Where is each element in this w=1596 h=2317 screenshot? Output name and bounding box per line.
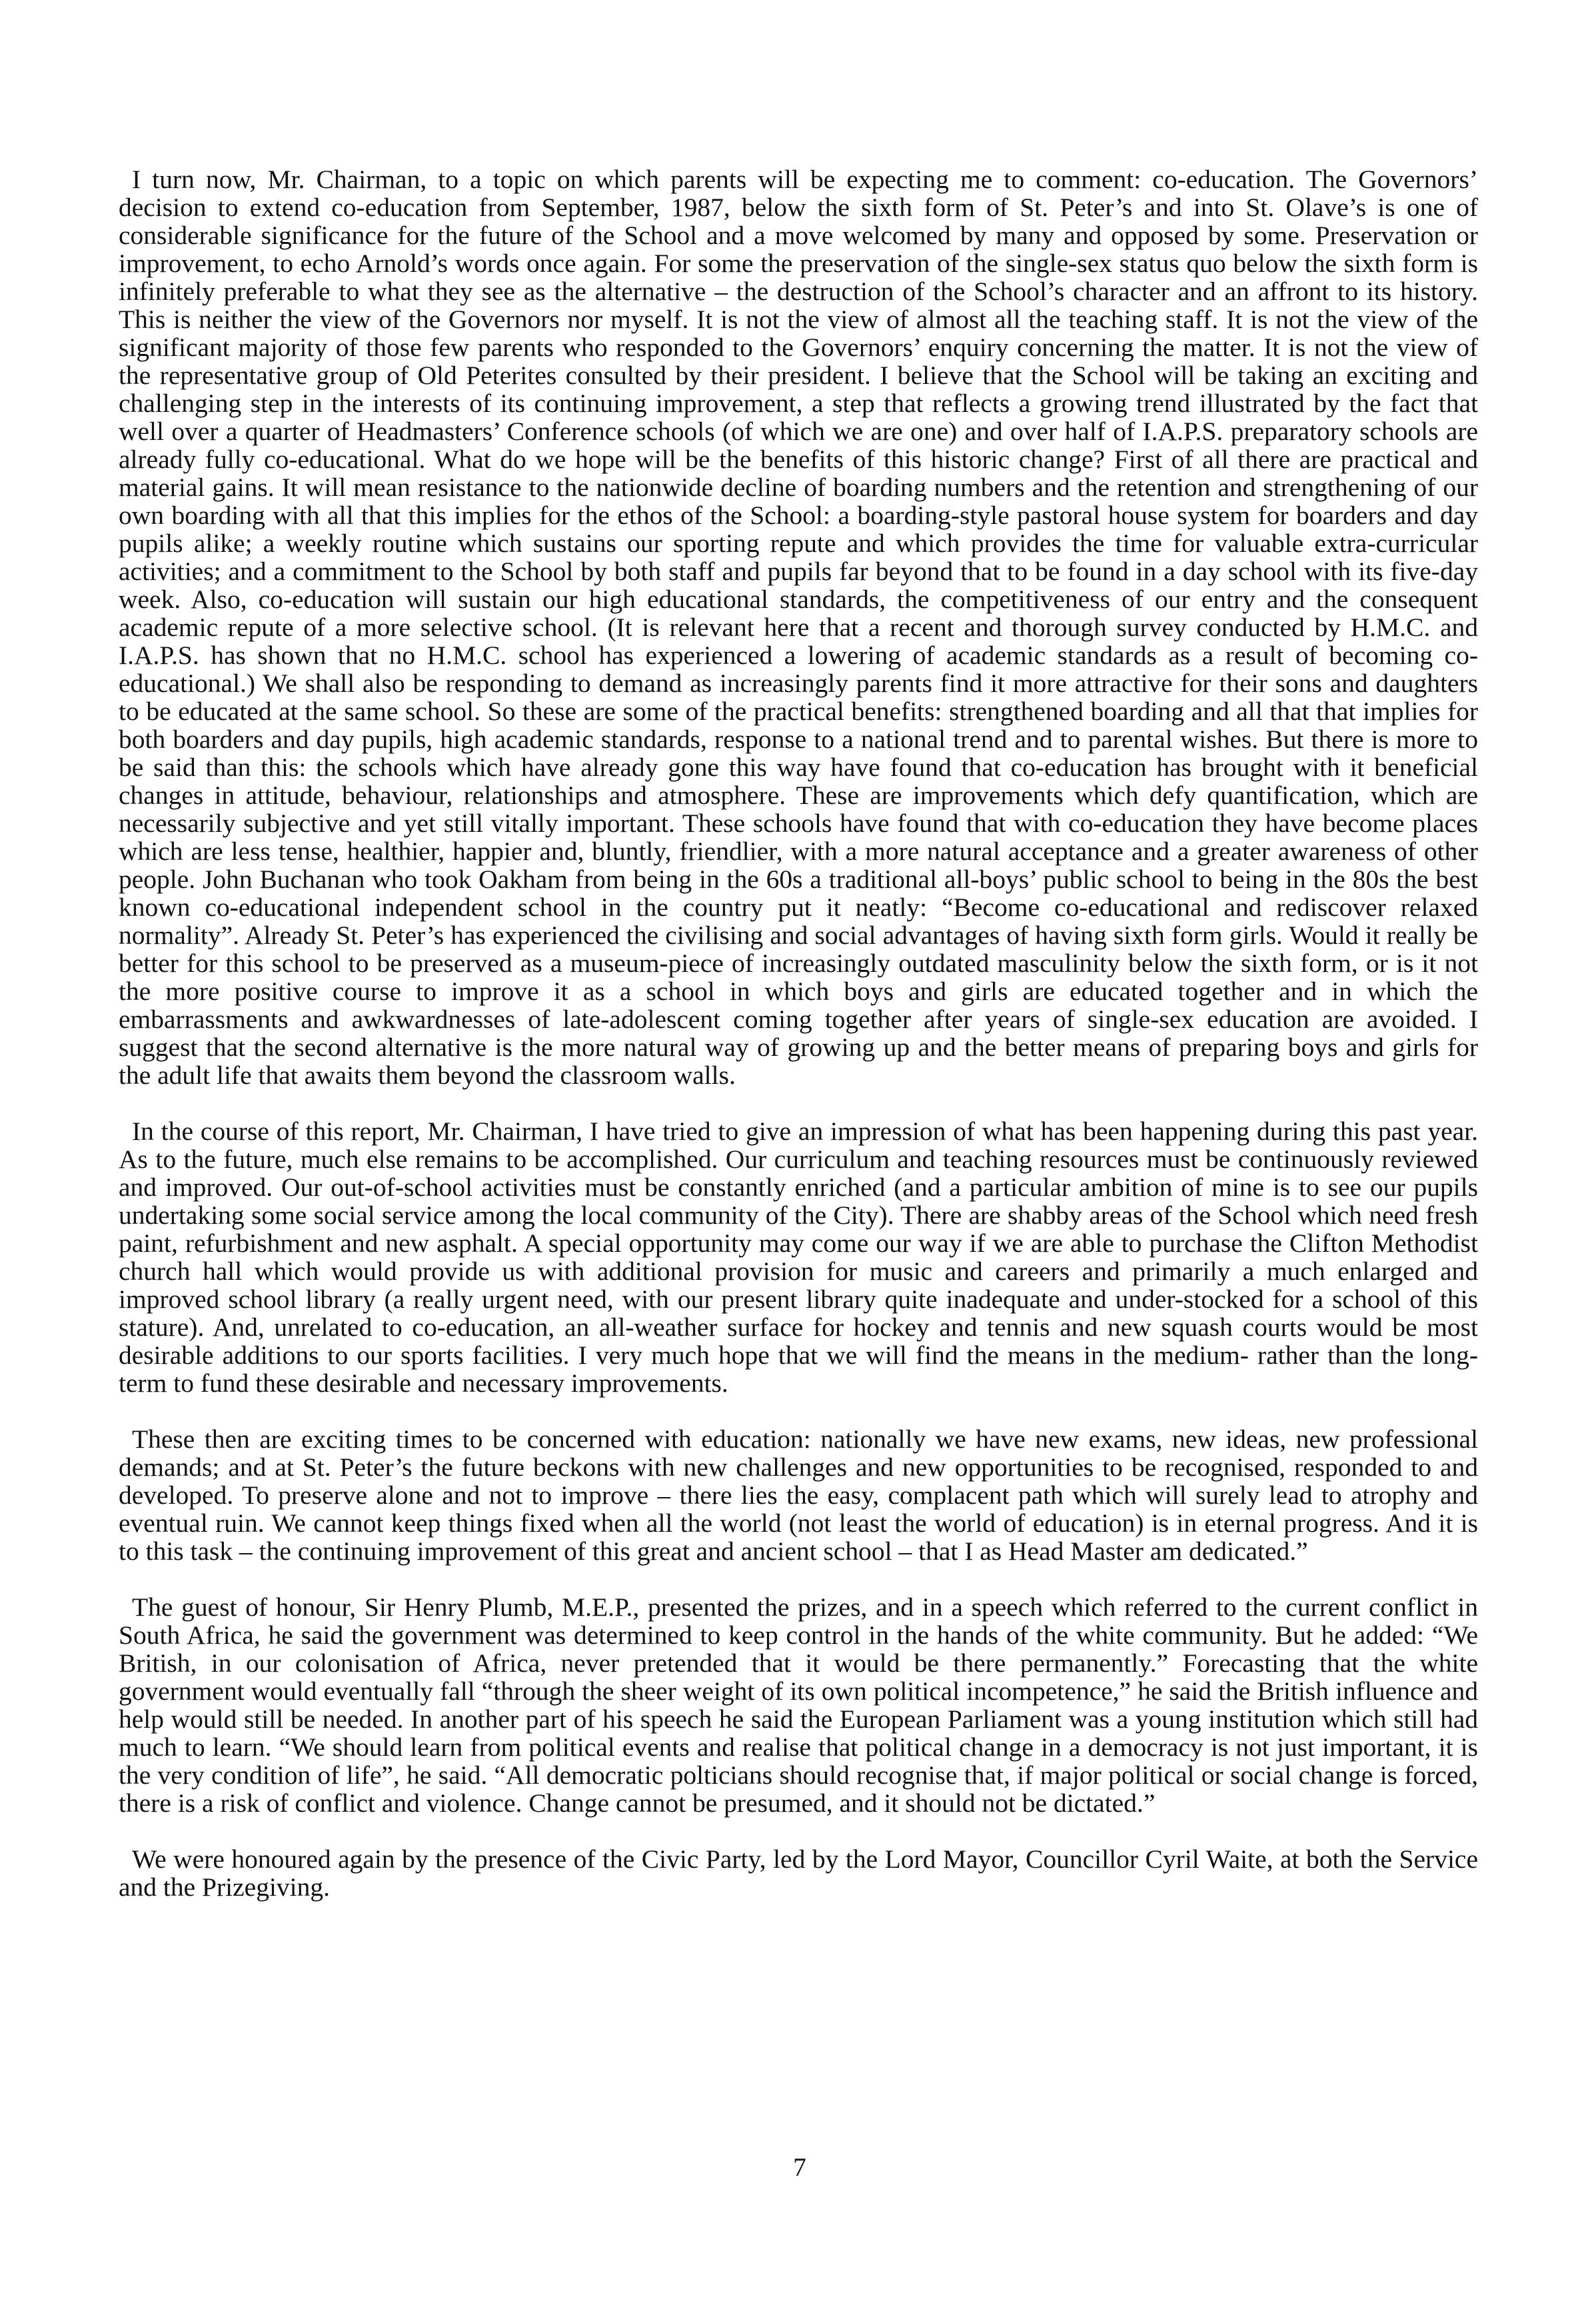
document-body bbox=[119, 165, 1478, 1901]
paragraph-guest-of-honour: The guest of honour, Sir Henry Plumb, M.E.P., presented the prizes, and in a speech which referred to the current conflict in South Africa, he said the government was determined to keep control in the hands of the white community. But he added: “We British, in our colonisation of Africa, never pretended that it would be there permanently.” Forecasting that the white government would eventually fall “through the sheer weight of its own political incompetence,” he said the British influence and help would still be needed. In another part of his speech he said the European Parliament was a young institution which still had much to learn. “We should learn from political events and realise that political change in a democracy is not just important, it is the very condition of life”, he said. “All democratic polticians should recognise that, if major political or social change is forced, there is a risk of conflict and violence. Change cannot be presumed, and it should not be dictated.” bbox=[119, 1592, 1478, 1818]
paragraph-co-education: I turn now, Mr. Chairman, to a topic on which parents will be expecting me to comment: co-education. The Governors’ decision to extend co-education from September, 1987, below the sixth form of St. Peter’s and into St. Olave’s is one of considerable significance for the future of the School and a move welcomed by many and opposed by some. Preservation or improvement, to echo Arnold’s words once again. For some the preservation of the single-sex status quo below the sixth form is infinitely preferable to what they see as the alternative – the destruction of the School’s character and an affront to its history. This is neither the view of the Governors nor myself. It is not the view of almost all the teaching staff. It is not the view of the significant majority of those few parents who responded to the Governors’ enquiry concerning the matter. It is not the view of the representative group of Old Peterites consulted by their president. I believe that the School will be taking an exciting and challenging step in the interests of its continuing improvement, a step that reflects a growing trend illustrated by the fact that well over a quarter of Headmasters’ Conference schools (of which we are one) and over half of I.A.P.S. preparatory schools are already fully co-educational. What do we hope will be the benefits of this historic change? First of all there are practical and material gains. It will mean resistance to the nationwide decline of boarding numbers and the retention and strengthening of our own boarding with all that this implies for the ethos of the School: a boarding-style pastoral house system for boarders and day pupils alike; a weekly routine which sustains our sporting repute and which provides the time for valuable extra-curricular activities; and a commitment to the School by both staff and pupils far beyond that to be found in a day school with its five-day week. Also, co-education will sustain our high educational standards, the competitiveness of our entry and the consequent academic repute of a more selective school. (It is relevant here that a recent and thorough survey conducted by H.M.C. and I.A.P.S. has shown that no H.M.C. school has experienced a lowering of academic standards as a result of becoming co-educational.) We shall also be responding to demand as increasingly parents find it more attractive for their sons and daughters to be educated at the same school. So these are some of the practical benefits: strengthened boarding and all that that implies for both boarders and day pupils, high academic standards, response to a national trend and to parental wishes. But there is more to be said than this: the schools which have already gone this way have found that co-education has brought with it beneficial changes in attitude, behaviour, relationships and atmosphere. These are improvements which defy quantification, which are necessarily subjective and yet still vitally important. These schools have found that with co-education they have become places which are less tense, healthier, happier and, bluntly, friendlier, with a more natural acceptance and a greater awareness of other people. John Buchanan who took Oakham from being in the 60s a traditional all-boys’ public school to being in the 80s the best known co-educational independent school in the country put it neatly: “Become co-educational and rediscover relaxed normality”. Already St. Peter’s has experienced the civilising and social advantages of having sixth form girls. Would it really be better for this school to be preserved as a museum-piece of increasingly outdated masculinity below the sixth form, or is it not the more positive course to improve it as a school in which boys and girls are educated together and in which the embarrassments and awkwardnesses of late-adolescent coming together after years of single-sex education are avoided. I suggest that the second alternative is the more natural way of growing up and the better means of preparing boys and girls for the adult life that awaits them beyond the classroom walls. bbox=[119, 165, 1478, 1090]
paragraph-civic-party: We were honoured again by the presence of the Civic Party, led by the Lord Mayor, Councillor Cyril Waite, at both the Service and the Prizegiving. bbox=[119, 1844, 1478, 1902]
paragraph-future-plans: In the course of this report, Mr. Chairman, I have tried to give an impression of what has been happening during this past year. As to the future, much else remains to be accomplished. Our curriculum and teaching resources must be continuously reviewed and improved. Our out-of-school activities must be constantly enriched (and a particular ambition of mine is to see our pupils undertaking some social service among the local community of the City). There are shabby areas of the School which need fresh paint, refurbishment and new asphalt. A special opportunity may come our way if we are able to purchase the Clifton Methodist church hall which would provide us with additional provision for music and careers and primarily a much enlarged and improved school library (a really urgent need, with our present library quite inadequate and under-stocked for a school of this stature). And, unrelated to co-education, an all-weather surface for hockey and tennis and new squash courts would be most desirable additions to our sports facilities. I very much hope that we will find the means in the medium- rather than the long-term to fund these desirable and necessary improvements. bbox=[119, 1117, 1478, 1398]
paragraph-exciting-times: These then are exciting times to be concerned with education: nationally we have new exams, new ideas, new professional demands; and at St. Peter’s the future beckons with new challenges and new opportunities to be recognised, responded to and developed. To preserve alone and not to improve – there lies the easy, complacent path which will surely lead to atrophy and eventual ruin. We cannot keep things fixed when all the world (not least the world of education) is in eternal progress. And it is to this task – the continuing improvement of this great and ancient school – that I as Head Master am dedicated.” bbox=[119, 1424, 1478, 1566]
page-number: 7 bbox=[793, 2152, 806, 2182]
